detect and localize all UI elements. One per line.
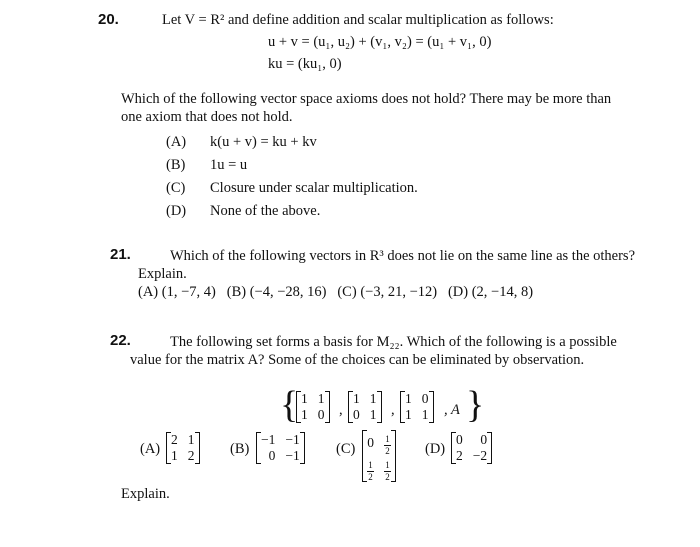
matrix-cell: 2 <box>171 432 178 447</box>
matrix-cell: 1 <box>353 391 360 406</box>
basis-open-brace: { <box>280 384 299 426</box>
frac-den: 2 <box>368 472 373 482</box>
basis-matrix-2 <box>348 391 382 423</box>
q21-explain: Explain. <box>138 266 187 282</box>
matrix-cell: 0 <box>456 432 463 447</box>
q20-option-d <box>166 203 320 220</box>
matrix-cell: 1 <box>301 391 308 406</box>
q20-question-line2: one axiom that does not hold. <box>121 109 293 125</box>
q22-option-b-letter: (B) <box>230 441 250 457</box>
q22-option-a-matrix <box>166 432 200 464</box>
q22-question-line2: value for the matrix A? Some of the choices can be eliminated by observation. <box>130 352 585 368</box>
q22-option-c-matrix <box>362 430 396 482</box>
q20-option-a <box>166 134 317 151</box>
matrix-cell: −1 <box>261 432 276 447</box>
q22-option-d-letter: (D) <box>425 441 446 457</box>
matrix-cell: 1 <box>317 391 325 406</box>
option-letter: (D) <box>166 203 187 219</box>
q21-option-c-vector: (−3, 21, −12) <box>360 284 438 300</box>
option-letter: (A) <box>166 134 187 150</box>
frac-num: 1 <box>385 460 390 470</box>
q21-option-a-vector: (1, −7, 4) <box>161 284 216 300</box>
q21-option-a-letter: (A) <box>138 284 159 300</box>
frac-num: 1 <box>368 460 373 470</box>
basis-comma: , <box>339 402 343 418</box>
basis-matrix-3 <box>400 391 434 423</box>
option-letter: (C) <box>166 180 186 196</box>
q20-intro: Let V = R² and define addition and scalar multiplication as follows: <box>162 12 554 28</box>
q22-option-c-letter: (C) <box>336 441 356 457</box>
matrix-cell: 0 <box>268 448 276 463</box>
basis-comma: , <box>391 402 395 418</box>
option-letter: (B) <box>166 157 186 173</box>
q20-option-b <box>166 157 247 174</box>
q22-number: 22. <box>110 332 131 349</box>
q22-option-b-matrix <box>256 432 305 464</box>
matrix-cell: 1 <box>405 407 412 422</box>
basis-close-brace: } <box>466 384 485 426</box>
q21-options <box>138 284 533 301</box>
matrix-cell: 1 <box>369 391 377 406</box>
matrix-cell: 1 <box>421 407 429 422</box>
q21-option-b-letter: (B) <box>226 284 247 300</box>
option-text: Closure under scalar multiplication. <box>210 180 418 196</box>
matrix-cell: −2 <box>472 448 488 463</box>
q20-def-scalar: ku = (ku₁, 0) <box>268 56 342 72</box>
q21-option-c-letter: (C) <box>337 284 357 300</box>
basis-matrix-a: , A <box>444 402 460 418</box>
q21-option-d-letter: (D) <box>447 284 469 300</box>
matrix-cell: 2 <box>456 448 463 463</box>
matrix-cell: 0 <box>317 407 325 422</box>
q22-option-a-letter: (A) <box>140 441 161 457</box>
matrix-cell: 0 <box>421 391 429 406</box>
q20-number: 20. <box>98 11 119 28</box>
q21-question: Which of the following vectors in R³ does not lie on the same line as the others? <box>170 248 636 264</box>
matrix-cell: 1 <box>369 407 377 422</box>
matrix-cell: 0 <box>353 407 360 422</box>
matrix-cell: 1 <box>405 391 412 406</box>
option-text: k(u + v) = ku + kv <box>210 134 317 150</box>
q22-explain: Explain. <box>121 486 170 502</box>
frac-num: 1 <box>385 434 390 444</box>
basis-matrix-1 <box>296 391 330 423</box>
matrix-cell: 1 <box>187 432 195 447</box>
frac-den: 2 <box>385 446 390 456</box>
matrix-cell: 1 <box>301 407 308 422</box>
frac-den: 2 <box>385 472 390 482</box>
matrix-cell: 2 <box>187 448 195 463</box>
matrix-cell: 0 <box>480 432 488 447</box>
q22-question-line1: The following set forms a basis for M₂₂. Which of the following is a possible <box>170 334 617 350</box>
matrix-cell: 1 <box>171 448 178 463</box>
q20-def-addition: u + v = (u₁, u₂) + (v₁, v₂) = (u₁ + v₁, 0) <box>268 34 492 50</box>
q20-question-line1: Which of the following vector space axioms does not hold? There may be more than <box>121 91 612 107</box>
q21-number: 21. <box>110 246 131 263</box>
q21-option-d-vector: (2, −14, 8) <box>471 284 534 300</box>
q21-option-b-vector: (−4, −28, 16) <box>249 284 327 300</box>
matrix-cell: −1 <box>285 432 300 447</box>
matrix-cell: 0 <box>367 435 374 450</box>
matrix-cell: −1 <box>285 448 300 463</box>
option-text: 1u = u <box>210 157 248 173</box>
q22-option-d-matrix <box>451 432 492 464</box>
q20-option-c <box>166 180 418 197</box>
option-text: None of the above. <box>210 203 321 219</box>
